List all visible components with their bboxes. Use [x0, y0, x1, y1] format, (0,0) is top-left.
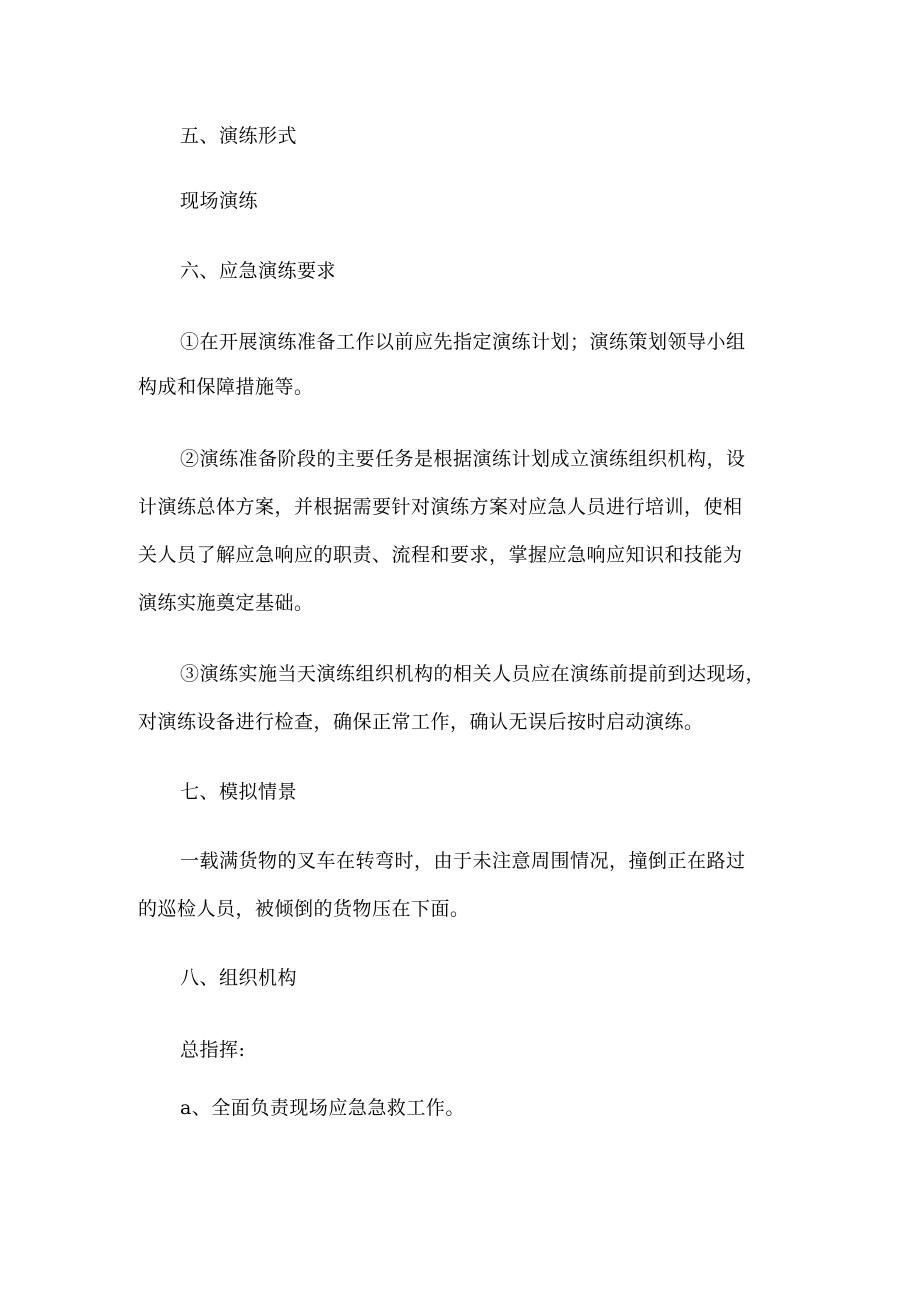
commander-item-a: a、全面负责现场应急急救工作。 — [180, 1097, 465, 1119]
paragraph-scenario-line: 一载满货物的叉车在转弯时，由于未注意周围情况，撞倒正在路过 — [180, 850, 746, 872]
paragraph-requirement-3-line: 对演练设备进行检查，确保正常工作，确认无误后按时启动演练。 — [138, 711, 704, 733]
section-heading-5: 五、演练形式 — [180, 125, 298, 147]
paragraph-requirement-2-line: ②演练准备阶段的主要任务是根据演练计划成立演练组织机构，设 — [180, 448, 746, 470]
paragraph-requirement-3-line: ③演练实施当天演练组织机构的相关人员应在演练前提前到达现场， — [180, 663, 766, 685]
section-heading-7: 七、模拟情景 — [180, 781, 298, 803]
paragraph-requirement-2-line: 演练实施奠定基础。 — [138, 592, 314, 614]
paragraph-requirement-1-line: 构成和保障措施等。 — [138, 376, 314, 398]
paragraph-requirement-2-line: 关人员了解应急响应的职责、流程和要求，掌握应急响应知识和技能为 — [138, 544, 743, 566]
paragraph-requirement-2-line: 计演练总体方案，并根据需要针对演练方案对应急人员进行培训，使相 — [138, 496, 743, 518]
paragraph-requirement-1-line: ①在开展演练准备工作以前应先指定演练计划；演练策划领导小组 — [180, 331, 746, 353]
section-heading-8: 八、组织机构 — [180, 967, 298, 989]
paragraph-drill-form: 现场演练 — [180, 190, 259, 212]
commander-label: 总指挥: — [180, 1039, 246, 1061]
paragraph-scenario-line: 的巡检人员，被倾倒的货物压在下面。 — [138, 898, 470, 920]
section-heading-6: 六、应急演练要求 — [180, 260, 337, 282]
